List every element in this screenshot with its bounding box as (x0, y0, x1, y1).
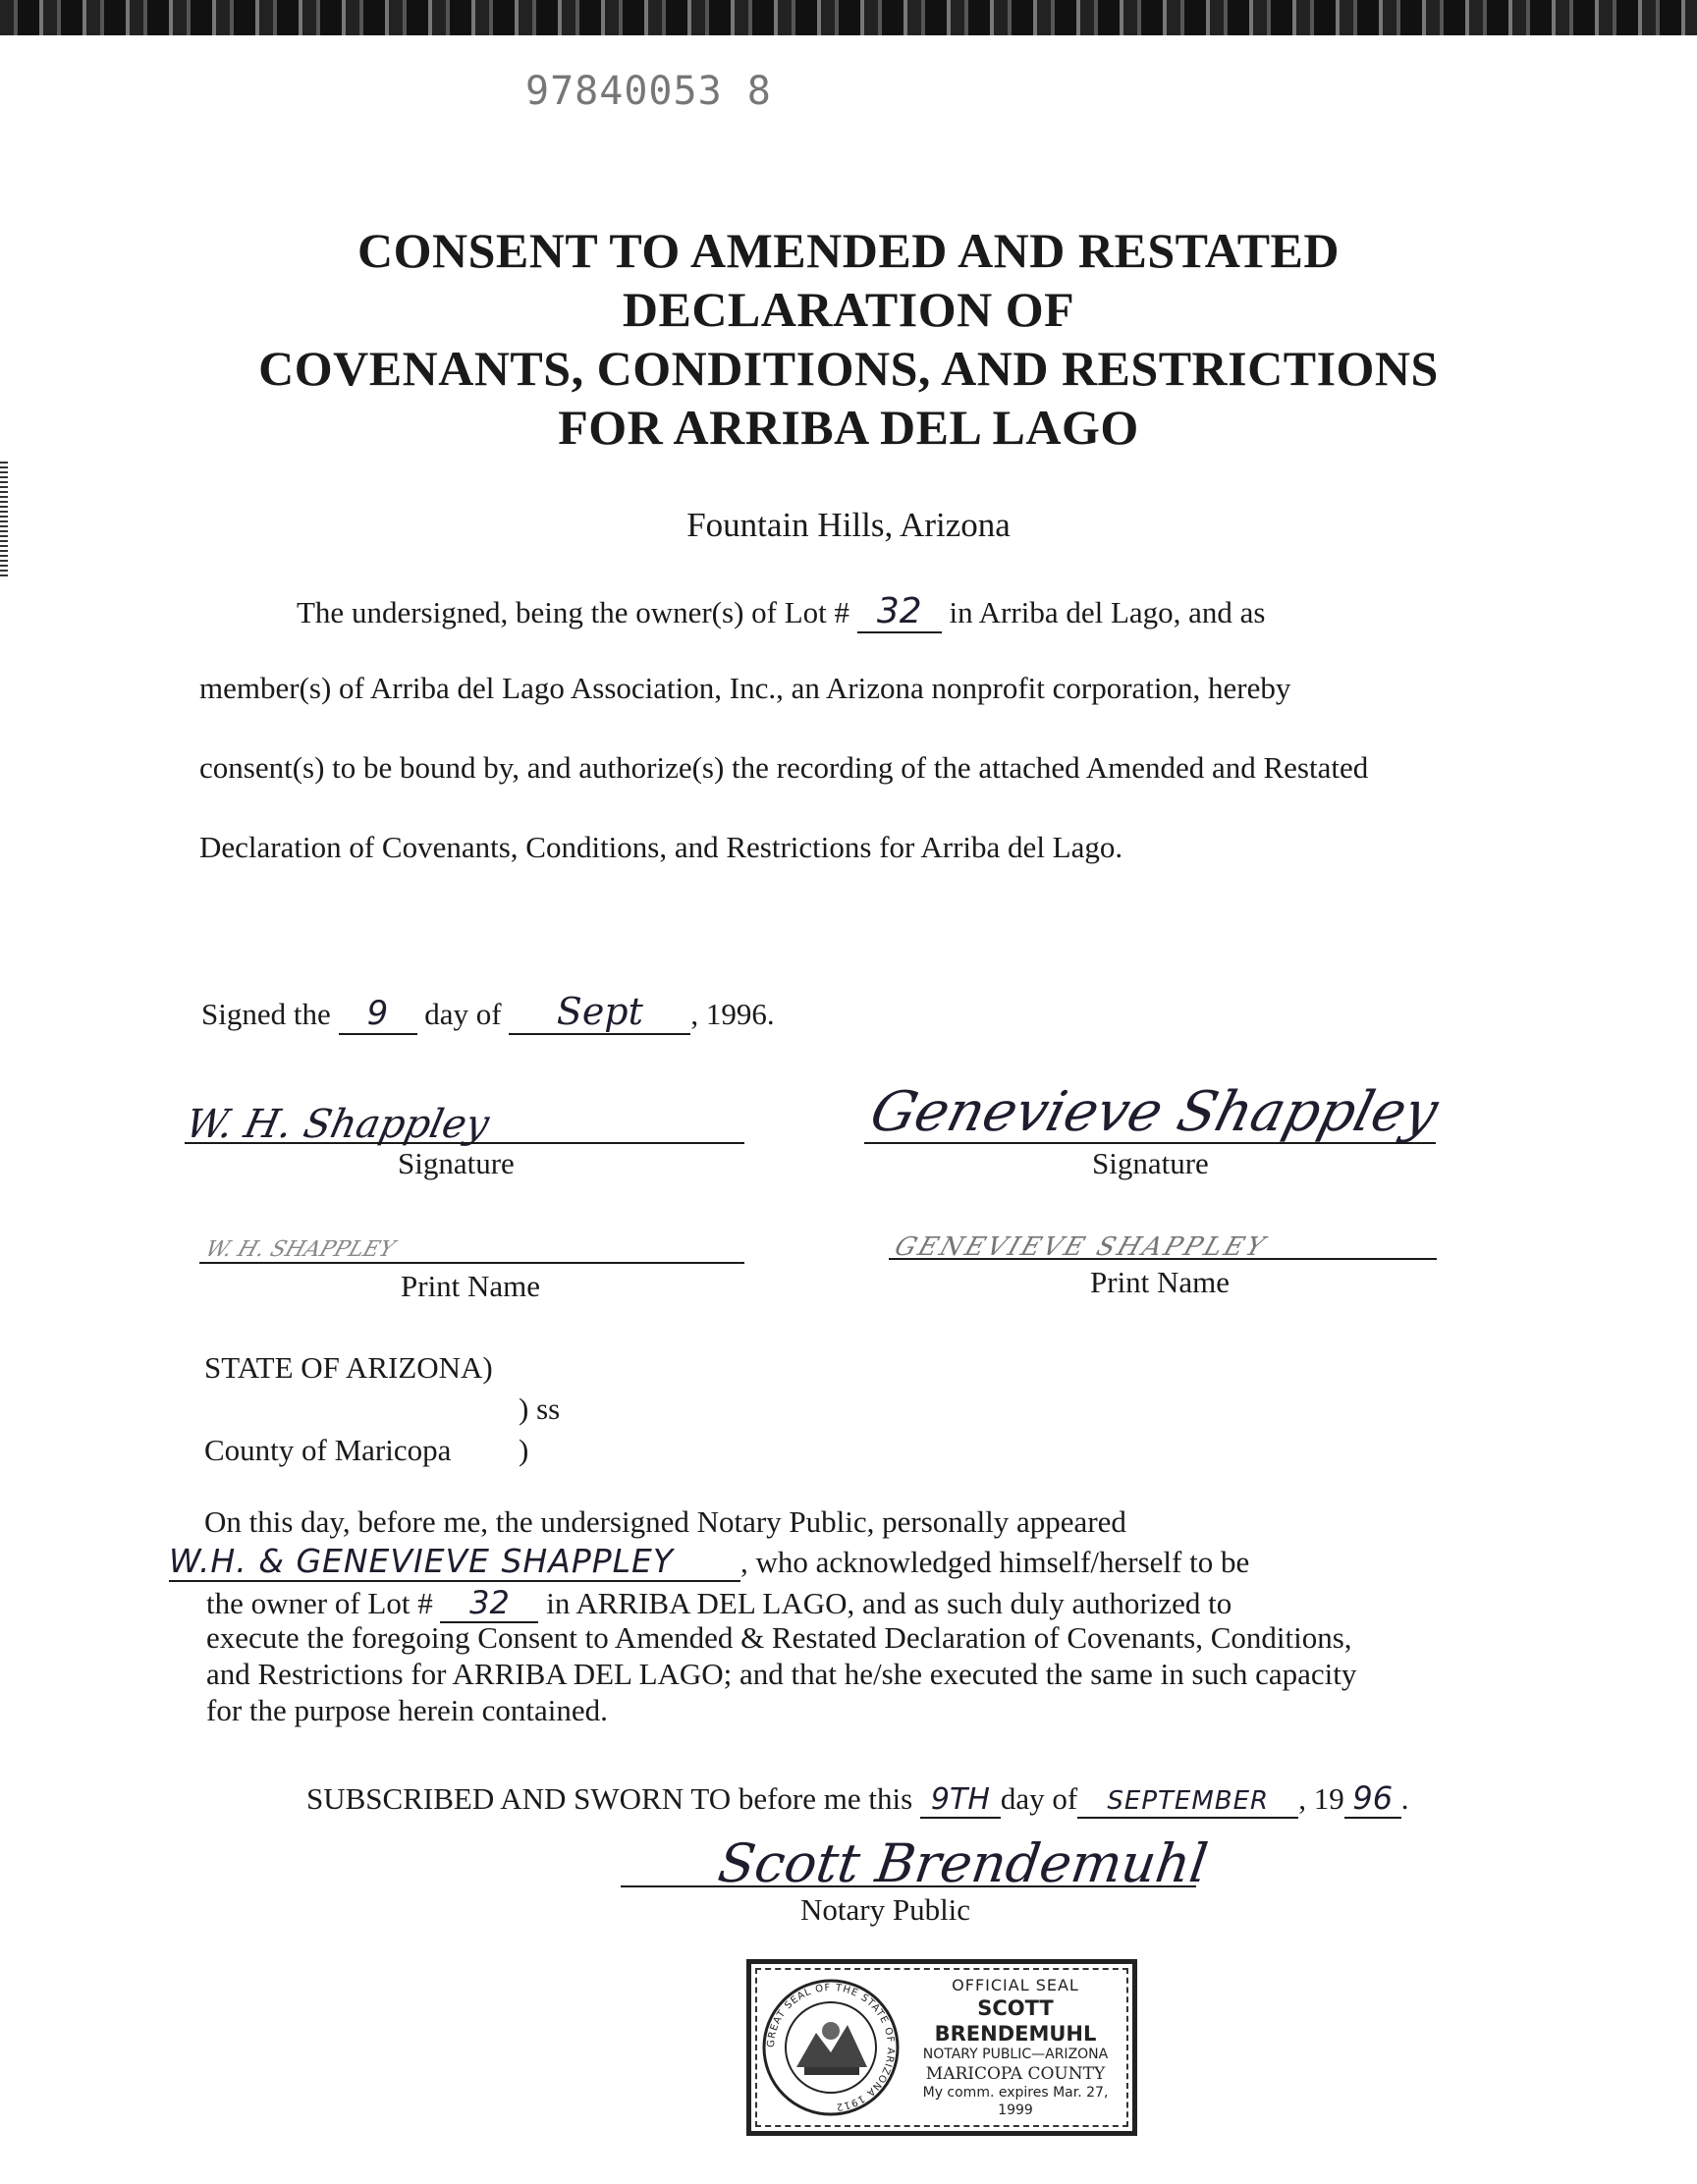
notary-lot-number: 32 (469, 1584, 510, 1621)
signed-mid: day of (424, 997, 502, 1031)
sworn-line (306, 1779, 1409, 1819)
sworn-month-blank (1077, 1781, 1298, 1819)
seal-emblem-text: GREAT SEAL OF THE STATE OF ARIZONA 1912 (765, 1982, 897, 2112)
right-signature-caption: Signature (1092, 1146, 1209, 1180)
title-line-2: DECLARATION OF (622, 282, 1075, 337)
consent-line-1 (297, 591, 1265, 633)
sworn-mid: day of (1000, 1781, 1078, 1816)
scan-border-top (0, 0, 1697, 35)
signed-post: , 1996. (690, 997, 775, 1031)
sworn-year-post: . (1400, 1781, 1409, 1816)
appeared-name-blank (169, 1542, 740, 1582)
notary-line-3 (206, 1584, 1232, 1623)
venue-county: County of Maricopa (204, 1433, 452, 1467)
left-signature-line (185, 1142, 744, 1144)
location: Fountain Hills, Arizona (686, 506, 1011, 544)
right-print-name: GENEVIEVE SHAPPLEY (891, 1232, 1272, 1262)
seal-line-2: SCOTT BRENDEMUHL (934, 1995, 1097, 2047)
consent-line-3: consent(s) to be bound by, and authorize(s) the recording of the attached Amended and Restated (199, 750, 1369, 785)
seal-line-5: My comm. expires Mar. 27, 1999 (922, 2085, 1109, 2118)
seal-line-4: MARICOPA COUNTY (925, 2063, 1106, 2084)
sworn-year-pre: , 19 (1298, 1781, 1344, 1816)
venue-county-paren: ) (519, 1433, 529, 1467)
document-number: 97840053 8 (525, 69, 772, 114)
official-seal (746, 1959, 1137, 2136)
seal-line-3: NOTARY PUBLIC—ARIZONA (922, 2047, 1109, 2063)
notary-line-3-pre: the owner of Lot # (206, 1586, 433, 1620)
left-signature: W. H. Shappley (182, 1102, 494, 1147)
right-signature: Genevieve Shappley (863, 1080, 1445, 1144)
lot-number-blank (857, 591, 942, 633)
right-signature-line (864, 1142, 1436, 1144)
notary-line-1: On this day, before me, the undersigned Notary Public, personally appeared (204, 1504, 1126, 1539)
right-print-line (889, 1258, 1437, 1260)
venue-state: STATE OF ARIZONA) (204, 1350, 493, 1385)
left-print-line (199, 1262, 744, 1264)
consent-line-1-post: in Arriba del Lago, and as (949, 595, 1266, 629)
notary-signature: Scott Brendemuhl (714, 1832, 1212, 1894)
left-signature-caption: Signature (398, 1146, 515, 1180)
left-print-caption: Print Name (401, 1269, 541, 1303)
notary-line-5: and Restrictions for ARRIBA DEL LAGO; and that he/she executed the same in such capacity (206, 1657, 1357, 1691)
seal-line-1: OFFICIAL SEAL (952, 1975, 1079, 1994)
notary-line-2 (169, 1542, 1249, 1582)
consent-line-2: member(s) of Arriba del Lago Association, Inc., an Arizona nonprofit corporation, hereby (199, 671, 1291, 705)
consent-line-4: Declaration of Covenants, Conditions, and Restrictions for Arriba del Lago. (199, 830, 1123, 864)
title-line-4: FOR ARRIBA DEL LAGO (558, 400, 1139, 455)
left-print-name: W. H. SHAPPLEY (201, 1237, 398, 1262)
notary-line-4: execute the foregoing Consent to Amended & Restated Declaration of Covenants, Conditions, (206, 1620, 1352, 1655)
notary-line-2-post: , who acknowledged himself/herself to be (740, 1545, 1250, 1579)
sworn-pre: SUBSCRIBED AND SWORN TO before me this (306, 1781, 913, 1816)
title-line-3: COVENANTS, CONDITIONS, AND RESTRICTIONS (258, 341, 1439, 396)
sworn-day: 9TH (930, 1782, 990, 1817)
signed-date-line (201, 990, 775, 1035)
appeared-name: W.H. & GENEVIEVE SHAPPLEY (169, 1542, 675, 1580)
signed-pre: Signed the (201, 997, 331, 1031)
signed-day: 9 (366, 994, 389, 1033)
notary-lot-blank (440, 1584, 538, 1623)
signed-month: Sept (556, 990, 643, 1033)
consent-line-1-pre: The undersigned, being the owner(s) of Lot # (297, 595, 850, 629)
venue-ss: ) ss (519, 1392, 561, 1426)
sworn-month: SEPTEMBER (1107, 1786, 1270, 1816)
sworn-day-blank (920, 1781, 1001, 1819)
right-print-caption: Print Name (1090, 1265, 1231, 1299)
notary-line-6: for the purpose herein contained. (206, 1693, 608, 1727)
seal-text (904, 1976, 1126, 2119)
state-seal-icon (757, 1974, 904, 2121)
document-title (0, 221, 1697, 457)
notary-caption: Notary Public (800, 1892, 971, 1927)
notary-line-3-post: in ARRIBA DEL LAGO, and as such duly authorized to (546, 1586, 1232, 1620)
sworn-year-blank (1344, 1779, 1401, 1819)
signed-month-blank (509, 990, 690, 1035)
sworn-year: 96 (1352, 1779, 1394, 1817)
notary-signature-line (621, 1885, 1196, 1887)
title-line-1: CONSENT TO AMENDED AND RESTATED (357, 223, 1340, 278)
official-seal-inner (755, 1968, 1128, 2127)
lot-number: 32 (876, 591, 922, 631)
signed-day-blank (339, 994, 417, 1035)
